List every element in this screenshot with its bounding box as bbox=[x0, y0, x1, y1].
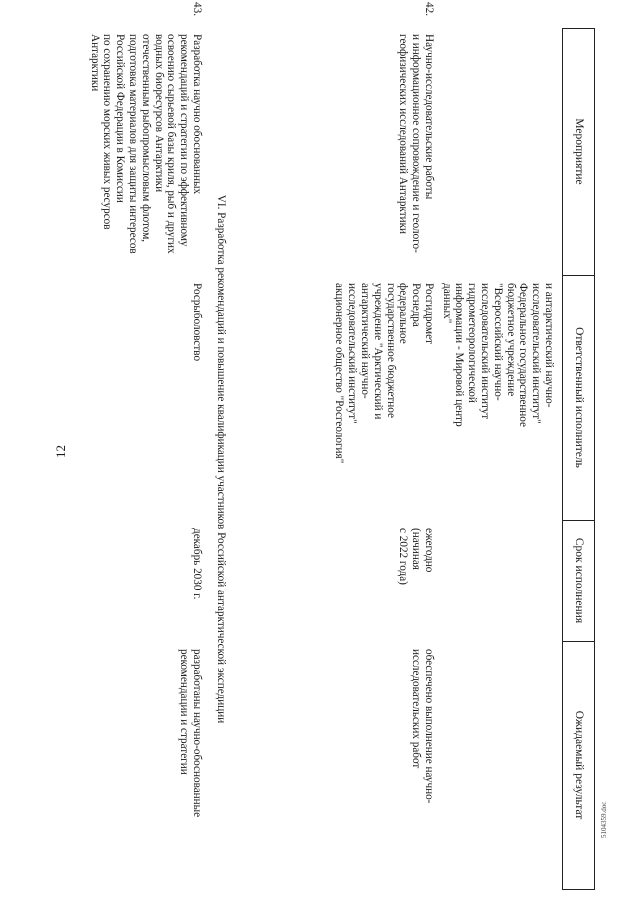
header-event: Мероприятие bbox=[573, 118, 585, 185]
row-43-result: разработаны научно-обоснованные рекомендации и стратегии bbox=[178, 649, 203, 818]
continued-executor: и антарктический научно- исследовательский институт" Федеральное государственное бюджетное учреждение "Всероссийский научно- исследовательский институт гидрометеорологической информации - Мировой центр данных" bbox=[440, 283, 555, 427]
page-number: 12 bbox=[53, 445, 68, 458]
row-42-event: Научно-исследовательские работы и информационное сопровождение и геолого- геофизических исследований Антарктики bbox=[397, 34, 435, 253]
file-id: 5104359.doc bbox=[600, 801, 608, 838]
row-43-executor: Росрыболовство bbox=[191, 283, 203, 362]
header-result: Ожидаемый результат bbox=[573, 710, 585, 820]
section-heading: VI. Разработка рекомендаций и повышение квалификации участников Российской антарктической экспедиции bbox=[215, 194, 227, 724]
header-deadline: Срок исполнения bbox=[573, 537, 585, 624]
rotated-table bbox=[75, 2, 595, 890]
row-number: 43. bbox=[191, 2, 203, 16]
col-divider bbox=[563, 889, 595, 890]
row-42-executor: Росгидромет Роснедра федеральное государственное бюджетное учреждение "Арктический и антарктический научно- исследовательский институт" акционерное общество "Росгеология" bbox=[333, 283, 435, 464]
row-number: 42. bbox=[423, 2, 435, 16]
row-43-deadline: декабрь 2030 г. bbox=[191, 528, 203, 600]
row-42-deadline: ежегодно (начиная с 2022 года) bbox=[397, 528, 435, 585]
row-43-event: Разработка научно обоснованных рекомендаций и стратегии по эффективному освоению сырьевой базы криля, рыб и других водных биоресурсов Антарктики отечественным рыбопромысловым флотом, подготовка материалов для защиты интересов Российской Федерации в Комиссии по сохранению морских живых ресурсов Антарктики bbox=[88, 34, 203, 254]
header-executor: Ответственный исполнитель bbox=[573, 327, 585, 468]
row-42-result: обеспечено выполнение научно- исследовательских работ bbox=[410, 649, 435, 804]
